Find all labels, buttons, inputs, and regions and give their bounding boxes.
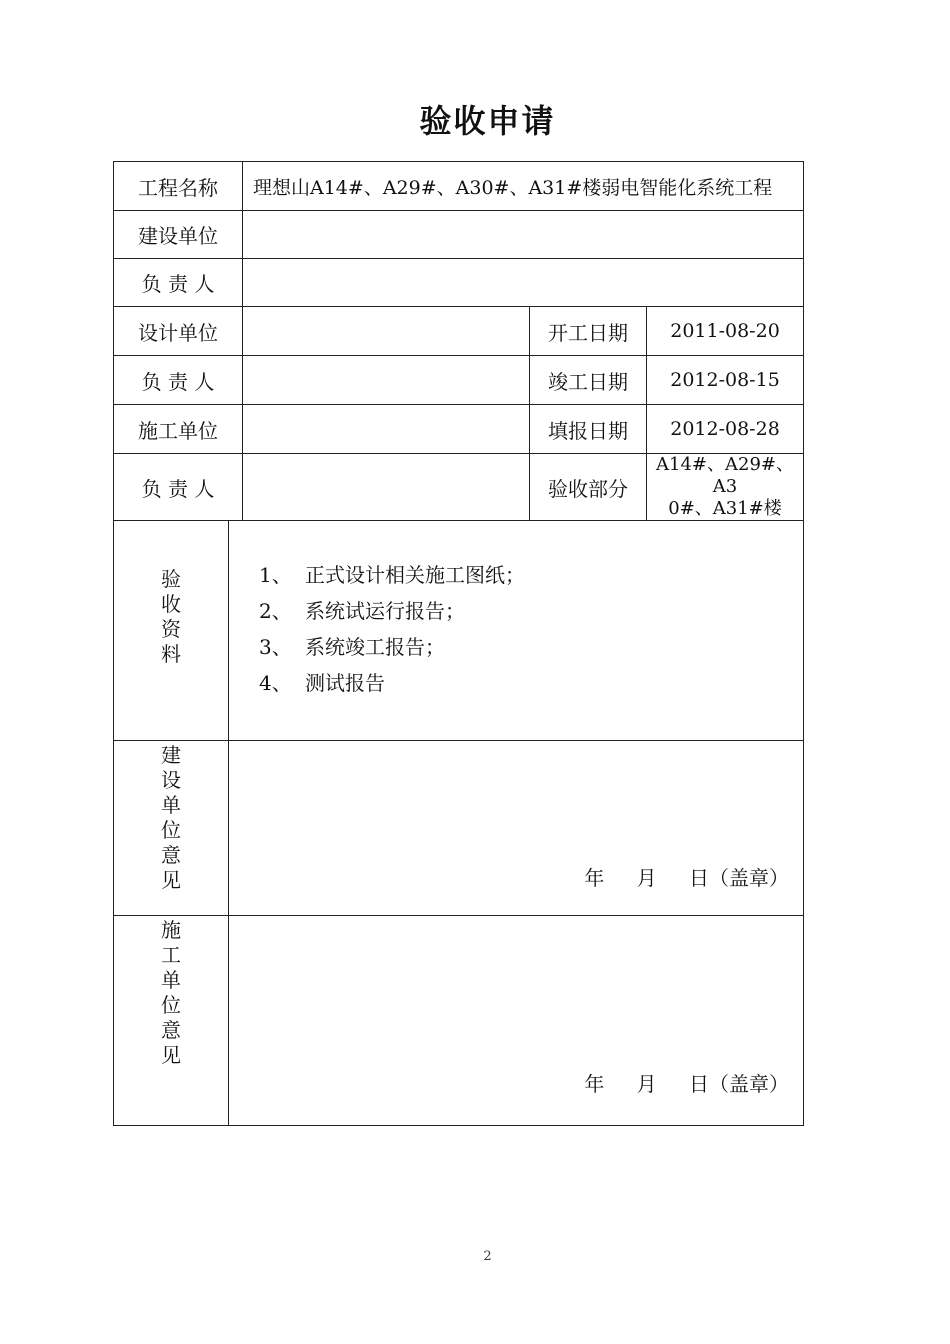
row-builder-opinion — [114, 741, 804, 916]
fill-date-value: 2012-08-28 — [647, 405, 804, 454]
construction-opinion-area[interactable] — [229, 916, 804, 1126]
construction-opinion-label-char: 位 — [161, 993, 181, 1017]
list-item — [259, 595, 465, 624]
builder-opinion-area[interactable] — [229, 741, 804, 916]
builder-unit-value[interactable] — [243, 211, 804, 259]
design-person-label: 负 责 人 — [114, 356, 243, 405]
row-design-unit — [114, 307, 804, 356]
start-date-label: 开工日期 — [530, 307, 647, 356]
project-name-label: 工程名称 — [114, 162, 243, 211]
materials-label-char: 资 — [161, 617, 181, 641]
builder-opinion-label-char: 见 — [161, 868, 181, 892]
row-construction-opinion — [114, 916, 804, 1126]
materials-label-char: 验 — [161, 567, 181, 591]
page-title: 验收申请 — [419, 102, 556, 140]
construction-opinion-seal-date: 年 月 日（盖章） — [584, 1072, 790, 1096]
list-item-number: 4、 — [259, 671, 292, 695]
builder-opinion-label-char: 设 — [161, 768, 181, 792]
builder-unit-label: 建设单位 — [114, 211, 243, 259]
construction-opinion-label-char: 施 — [161, 918, 181, 942]
builder-opinion-label-char: 位 — [161, 818, 181, 842]
materials-label-char: 收 — [161, 592, 181, 616]
builder-opinion-seal-date: 年 月 日（盖章） — [584, 866, 790, 890]
construction-person-value[interactable] — [243, 454, 530, 521]
construction-unit-label: 施工单位 — [114, 405, 243, 454]
completion-date-label: 竣工日期 — [530, 356, 647, 405]
fill-date-label: 填报日期 — [530, 405, 647, 454]
acceptance-part-value — [647, 454, 804, 521]
row-builder-unit — [114, 211, 804, 259]
design-unit-label: 设计单位 — [114, 307, 243, 356]
start-date-value: 2011-08-20 — [647, 307, 804, 356]
materials-label-char: 料 — [161, 642, 181, 666]
builder-opinion-label-char: 单 — [161, 793, 181, 817]
builder-opinion-label-char: 建 — [161, 743, 181, 767]
row-materials — [114, 521, 804, 741]
list-item — [259, 667, 385, 696]
construction-opinion-label-char: 单 — [161, 968, 181, 992]
construction-opinion-label-char: 工 — [161, 943, 181, 967]
builder-person-label: 负 责 人 — [114, 259, 243, 307]
list-item-text: 系统试运行报告； — [305, 599, 465, 623]
acceptance-part-line1: A14#、A29#、A3 — [656, 454, 794, 497]
list-item-text: 正式设计相关施工图纸； — [305, 563, 525, 587]
row-construction-unit — [114, 405, 804, 454]
row-project-name — [114, 162, 804, 211]
row-design-person — [114, 356, 804, 405]
acceptance-form-table — [113, 161, 804, 1126]
construction-unit-value[interactable] — [243, 405, 530, 454]
list-item — [259, 631, 445, 660]
list-item — [259, 559, 525, 588]
acceptance-part-label: 验收部分 — [530, 454, 647, 521]
materials-list — [229, 521, 804, 741]
construction-person-label: 负 责 人 — [114, 454, 243, 521]
list-item-number: 2、 — [259, 599, 292, 623]
list-item-number: 3、 — [259, 635, 292, 659]
list-item-text: 系统竣工报告； — [305, 635, 445, 659]
completion-date-value: 2012-08-15 — [647, 356, 804, 405]
construction-opinion-label — [114, 916, 229, 1126]
builder-opinion-label-char: 意 — [161, 843, 181, 867]
design-person-value[interactable] — [243, 356, 530, 405]
design-unit-value[interactable] — [243, 307, 530, 356]
builder-opinion-label — [114, 741, 229, 916]
list-item-text: 测试报告 — [305, 671, 385, 695]
construction-opinion-label-char: 意 — [161, 1018, 181, 1042]
row-construction-person — [114, 454, 804, 521]
construction-opinion-label-char: 见 — [161, 1043, 181, 1067]
materials-label — [114, 521, 229, 741]
builder-person-value[interactable] — [243, 259, 804, 307]
project-name-value: 理想山A14#、A29#、A30#、A31#楼弱电智能化系统工程 — [243, 162, 804, 211]
row-builder-person — [114, 259, 804, 307]
page-number: 2 — [483, 1249, 492, 1264]
list-item-number: 1、 — [259, 563, 292, 587]
acceptance-part-line2: 0#、A31#楼 — [668, 498, 782, 519]
